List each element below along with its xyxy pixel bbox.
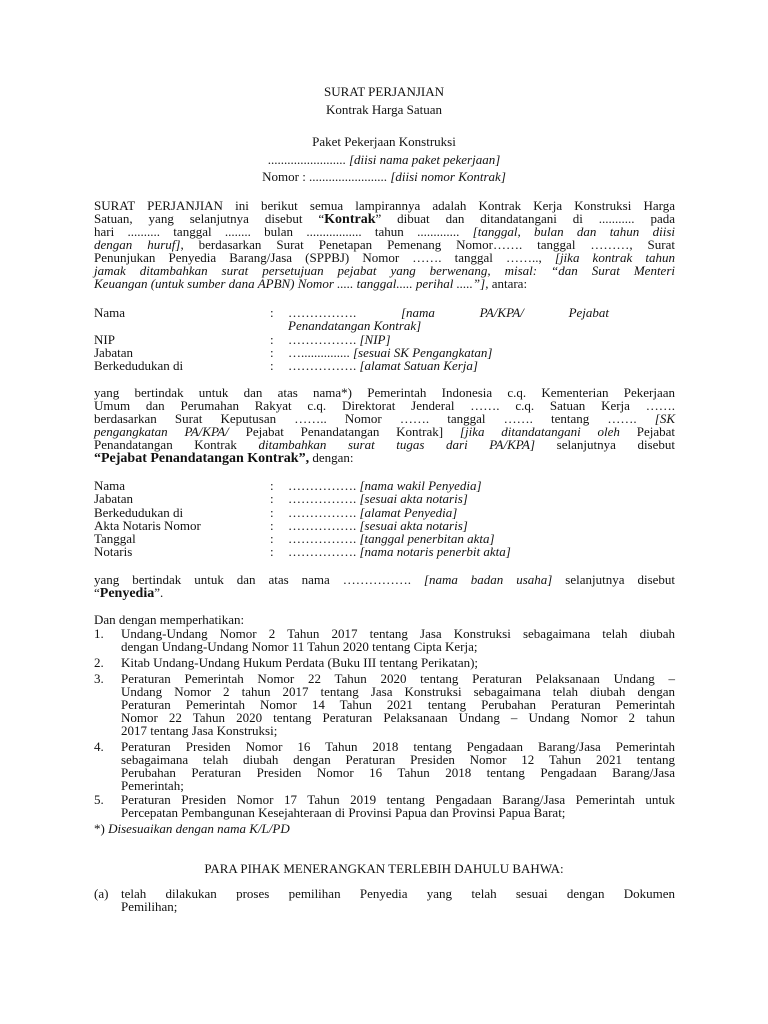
- contract-number-label: Nomor : ........................: [262, 169, 388, 184]
- document-title: SURAT PERJANJIAN: [323, 84, 445, 99]
- field-value: ……………. [alamat Penyedia]: [288, 505, 458, 520]
- field-value: ……………. [tanggal penerbitan akta]: [288, 531, 495, 546]
- penyedia-line: “Penyedia”.: [94, 585, 164, 601]
- field-label: Berkedudukan di: [94, 358, 184, 373]
- intro-line: SURAT PERJANJIAN ini berikut semua lampirannya adalah Kontrak Kerja Konstruksi Harga: [94, 198, 675, 213]
- field-value: ……………. [alamat Satuan Kerja]: [288, 358, 478, 373]
- package-hint: [diisi nama paket pekerjaan]: [348, 152, 501, 167]
- field-value: Penandatangan Kontrak]: [288, 318, 422, 333]
- considering-heading: Dan dengan memperhatikan:: [94, 612, 245, 627]
- penyedia-term: Penyedia: [99, 586, 155, 601]
- field-label: Tanggal: [94, 531, 136, 546]
- contract-number-hint: [diisi nomor Kontrak]: [390, 169, 506, 184]
- list-item: Undang-Undang Nomor 2 Tahun 2017 tentang Jasa Konstruksi sebagaimana telah diubah: [121, 626, 675, 641]
- intro-line: hari .......... tanggal ........ bulan ................. tahun ............. [tanggal, bulan dan tahun diisi: [94, 224, 676, 239]
- field-value: ……………. [sesuai akta notaris]: [288, 491, 468, 506]
- list-number: 4.: [94, 739, 104, 754]
- kontrak-term: Kontrak: [324, 212, 376, 227]
- field-label: Nama: [94, 305, 126, 320]
- ppk-line: Penandatangan Kontrak ditambahkan surat tugas dari PA/KPA] selanjutnya disebut: [94, 437, 675, 452]
- package-type: Paket Pekerjaan Konstruksi: [312, 134, 456, 149]
- list-item: Pemerintah;: [121, 778, 184, 793]
- intro-line: Penunjukan Penyedia Barang/Jasa (SPPBJ) Nomor ……. tanggal …….., [jika kontrak tahun: [94, 250, 675, 265]
- list-item: Peraturan Presiden Nomor 16 Tahun 2018 tentang Pengadaan Barang/Jasa Pemerintah: [121, 739, 675, 754]
- list-number: 5.: [94, 792, 104, 807]
- package-name-line: [0, 153, 768, 166]
- field-value: ……………. [nama PA/KPA/ Pejabat: [288, 305, 610, 320]
- list-number: 2.: [94, 655, 104, 670]
- field-value: ……………. [NIP]: [288, 332, 391, 347]
- list-item: Peraturan Pemerintah Nomor 14 Tahun 2021 tentang Perubahan Peraturan Pemerintah: [121, 697, 675, 712]
- list-item: Percepatan Pembangunan Kesejahteraan di Provinsi Papua dan Provinsi Papua Barat;: [121, 805, 566, 820]
- list-item: Perubahan Peraturan Presiden Nomor 16 Tahun 2018 tentang Pengadaan Barang/Jasa: [121, 765, 675, 780]
- list-item: 2017 tentang Jasa Konstruksi;: [121, 723, 278, 738]
- list-number: (a): [94, 886, 109, 901]
- field-value: ……………. [sesuai akta notaris]: [288, 518, 468, 533]
- parties-heading: PARA PIHAK MENERANGKAN TERLEBIH DAHULU BAHWA:: [204, 861, 564, 876]
- list-item: Undang Nomor 2 tahun 2017 tentang Jasa Konstruksi sebagaimana telah diubah dengan: [121, 684, 675, 699]
- field-value: ……………. [nama wakil Penyedia]: [288, 478, 482, 493]
- list-item: sebagaimana telah diubah dengan Peraturan Presiden Nomor 12 Tahun 2021 tentang: [121, 752, 675, 767]
- intro-line: jamak ditambahkan surat persetujuan pejabat yang berwenang, misal: “dan Surat Menteri: [94, 263, 675, 278]
- intro-line: Keuangan (untuk sumber dana APBN) Nomor ..... tanggal..... perihal .....”], antara:: [94, 276, 528, 291]
- intro-line: Satuan, yang selanjutnya disebut “Kontrak” dibuat dan ditandatangani di ........... pada: [94, 211, 675, 227]
- contract-number-line: [0, 170, 768, 183]
- list-item: Nomor 22 Tahun 2020 tentang Peraturan Pelaksanaan Undang – Undang Nomor 2 tahun: [121, 710, 675, 725]
- field-label: Jabatan: [94, 491, 133, 506]
- ppk-line: berdasarkan Surat Keputusan …….. Nomor ……. tanggal ……. tentang ……. [SK: [94, 411, 675, 426]
- ppk-line: yang bertindak untuk dan atas nama*) Pemerintah Indonesia c.q. Kementerian Pekerjaan: [94, 385, 675, 400]
- field-label: Notaris: [94, 544, 133, 559]
- penyedia-line: yang bertindak untuk dan atas nama ……………. [nama badan usaha] selanjutnya disebut: [94, 572, 676, 587]
- field-label: Jabatan: [94, 345, 133, 360]
- list-item: telah dilakukan proses pemilihan Penyedia yang telah sesuai dengan Dokumen: [121, 886, 675, 901]
- list-item: Pemilihan;: [121, 899, 178, 914]
- list-number: 1.: [94, 626, 104, 641]
- field-label: Akta Notaris Nomor: [94, 518, 201, 533]
- field-label: NIP: [94, 332, 115, 347]
- ppk-term: “Pejabat Penandatangan Kontrak”,: [94, 451, 310, 466]
- document-subtitle: Kontrak Harga Satuan: [325, 102, 442, 117]
- intro-line: dengan huruf], berdasarkan Surat Penetapan Pemenang Nomor……. tanggal ………, Surat: [94, 237, 675, 252]
- ppk-line: Umum dan Perumahan Rakyat c.q. Direktorat Jenderal ……. c.q. Satuan Kerja …….: [94, 398, 675, 413]
- field-value: ……………. [nama notaris penerbit akta]: [288, 544, 511, 559]
- ppk-line: pengangkatan PA/KPA/ Pejabat Penandatangan Kontrak] [jika ditandatangani oleh Pejabat: [94, 424, 676, 439]
- list-number: 3.: [94, 671, 104, 686]
- list-item: Kitab Undang-Undang Hukum Perdata (Buku III tentang Perikatan);: [121, 655, 479, 670]
- list-item: Peraturan Pemerintah Nomor 22 Tahun 2020 tentang Peraturan Pelaksanaan Undang –: [121, 671, 675, 686]
- ppk-line: “Pejabat Penandatangan Kontrak”, dengan:: [94, 450, 354, 466]
- field-value: …............... [sesuai SK Pengangkatan]: [288, 345, 493, 360]
- field-label: Nama: [94, 478, 126, 493]
- list-item: dengan Undang-Undang Nomor 11 Tahun 2020 tentang Cipta Kerja;: [121, 639, 478, 654]
- list-item: Peraturan Presiden Nomor 17 Tahun 2019 tentang Pengadaan Barang/Jasa Pemerintah untuk: [121, 792, 675, 807]
- package-dots: ........................: [267, 152, 346, 167]
- field-label: Berkedudukan di: [94, 505, 184, 520]
- footnote: *) Disesuaikan dengan nama K/L/PD: [94, 821, 290, 836]
